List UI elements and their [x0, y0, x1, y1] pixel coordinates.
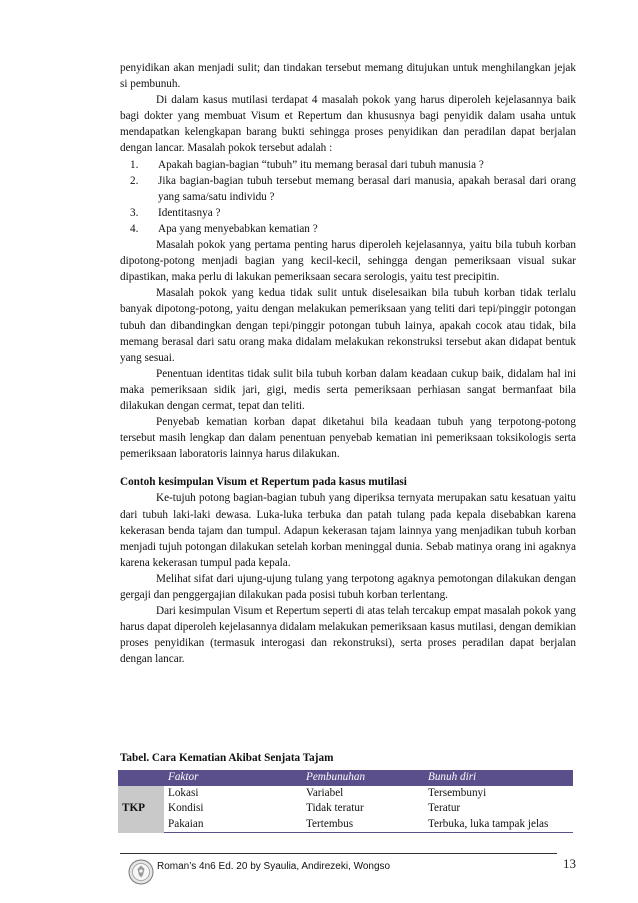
paragraph: Masalah pokok yang pertama penting harus diperoleh kejelasannya, yaitu bila tubuh korban dipotong-potong menjadi bagian yang kecil-kecil, sehingga dengan pemeriksaan visual sukar dipastikan, maka perlu di lakukan pemeriksaan secara serologis, yaitu test precipitin.	[120, 239, 576, 284]
paragraph: Penentuan identitas tidak sulit bila tubuh korban dalam keadaan cukup baik, didalam hal ini maka pemeriksaan sidik jari, gigi, medis serta pemeriksaan perhiasan sangat bermanfaat bila dilakukan dengan cermat, tepat dan teliti.	[120, 367, 576, 412]
paragraph: Di dalam kasus mutilasi terdapat 4 masalah pokok yang harus diperoleh kejelasannya baik bagi dokter yang membuat Visum et Repertum dan khususnya bagi penyidik dalam usaha untuk mendapatkan kelengkapan barang bukti sehingga proses penyidikan dan peradilan dapat berjalan dengan lancar. Masalah pokok tersebut adalah :	[120, 94, 576, 155]
table-cell: Lokasi	[168, 786, 199, 799]
table-cell: Pakaian	[164, 817, 302, 833]
table-row	[118, 801, 573, 817]
page-body	[120, 60, 576, 667]
header-blank	[118, 770, 164, 786]
table-cell: Teratur	[428, 802, 461, 814]
column-header: Bunuh diri	[424, 770, 573, 786]
table-header-row	[118, 770, 573, 786]
column-header: Pembunuhan	[302, 770, 424, 786]
footer-rule	[120, 853, 557, 854]
list-item: 1. Apakah bagian-bagian “tubuh” itu memang berasal dari tubuh manusia ?	[130, 158, 484, 171]
paragraph: penyidikan akan menjadi sulit; dan tindakan tersebut memang ditujukan untuk menghilangkan jejak si pembunuh.	[120, 62, 576, 91]
table-cell: Kondisi	[168, 802, 204, 814]
table-cell: Terbuka, luka tampak jelas	[424, 817, 573, 833]
table-row	[118, 786, 573, 802]
death-manner-table	[118, 770, 573, 833]
paragraph: Melihat sifat dari ujung-ujung tulang yang terpotong agaknya pemotongan dilakukan dengan gergaji dan penggergajian dilakukan pada posisi tubuh korban terlentang.	[120, 572, 576, 601]
table-cell: Tidak teratur	[306, 802, 364, 814]
page-number: 13	[563, 856, 576, 871]
list-item: 2. Jika bagian-bagian tubuh tersebut memang berasal dari manusia, apakah berasal dari orang yang sama/satu individu ?	[130, 174, 576, 203]
list-item: 4. Apa yang menyebabkan kematian ?	[130, 222, 318, 235]
list-item: 3. Identitasnya ?	[130, 206, 221, 219]
paragraph: Dari kesimpulan Visum et Repertum seperti di atas telah tercakup empat masalah pokok yang harus dapat diperoleh kejelasannya didalam melakukan pemeriksaan kasus mutilasi, dengan demikian proses penyidikan (termasuk interogasi dan rekonstruksi), serta proses peradilan dapat berjalan dengan lancar.	[120, 605, 576, 666]
paragraph: Ke-tujuh potong bagian-bagian tubuh yang diperiksa ternyata merupakan satu kesatuan yaitu dari tubuh laki-laki dewasa. Luka-luka terbuka dan patah tulang pada kepala disebabkan karena kekerasan benda tajam dan tumpul. Adapun kekerasan tajam lainnya yang menjadikan tubuh korban menjadi tujuh potongan dilakukan setelah korban meninggal dunia. Sebab matinya orang ini agaknya karena kekerasan tumpul pada kepala.	[120, 492, 576, 569]
table-cell: Variabel	[306, 786, 344, 799]
paragraph: Masalah pokok yang kedua tidak sulit untuk diselesaikan bila tubuh korban tidak terlalu banyak dipotong-potong, yaitu dengan melakukan pemeriksaan yang teliti dari tepi/pinggir potongan tubuh dan dibandingkan dengan tepi/pinggir potongan tubuh lainya, apakah cocok atau tidak, bila memang berasal dari satu orang maka didalam melakukan rekonstruksi tersebut akan didapat bentuk yang sesuai.	[120, 287, 576, 364]
table-cell: Tertembus	[302, 817, 424, 833]
university-seal-icon	[128, 859, 154, 885]
group-label: TKP	[118, 786, 164, 833]
table-caption: Tabel. Cara Kematian Akibat Senjata Tajam	[120, 752, 334, 764]
paragraph: Penyebab kematian korban dapat diketahui bila keadaan tubuh yang terpotong-potong tersebut masih lengkap dan dalam penentuan penyebab kematian ini pemeriksaan toksikologis serta pemeriksaan laboratoris lainnya harus dilakukan.	[120, 416, 576, 461]
footer-text: Roman’s 4n6 Ed. 20 by Syaulia, Andirezeki, Wongso	[157, 861, 391, 872]
table-cell: Tersembunyi	[428, 786, 487, 799]
column-header: Faktor	[164, 770, 302, 786]
section-heading: Contoh kesimpulan Visum et Repertum pada kasus mutilasi	[120, 476, 407, 489]
table-row	[118, 817, 573, 833]
problem-list	[120, 157, 576, 237]
